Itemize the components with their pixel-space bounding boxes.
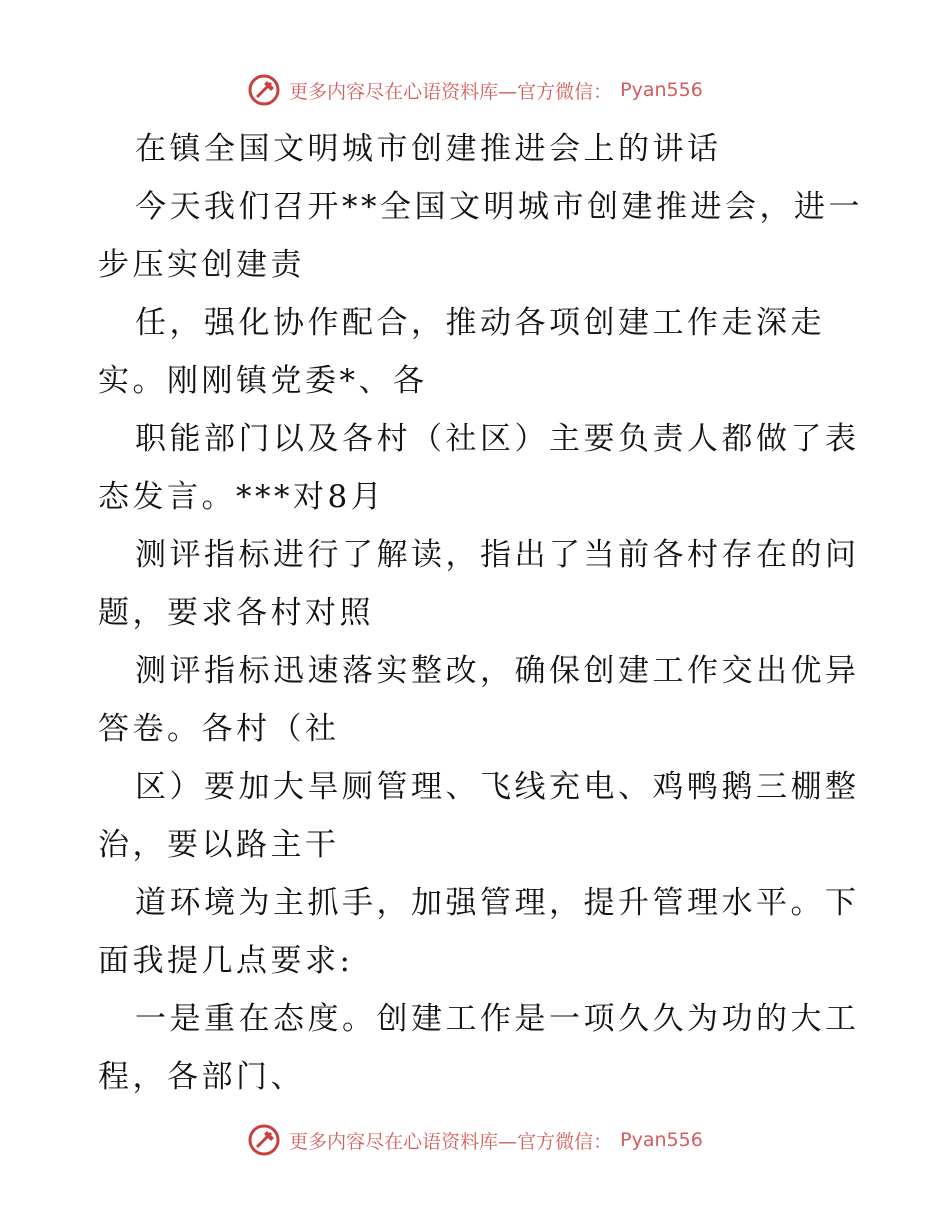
paragraph-line: 题，要求各村对照	[98, 595, 374, 631]
paragraph-line: 区）要加大旱厕管理、飞线充电、鸡鸭鹅三棚整	[135, 769, 860, 805]
watermark-text: 更多内容尽在心语资料库—官方微信：	[289, 1130, 613, 1153]
watermark-account: Pyan556	[620, 79, 703, 101]
logo-icon	[247, 73, 281, 107]
paragraph-line: 今天我们召开**全国文明城市创建推进会，进一	[135, 189, 863, 225]
paragraph-line: 答卷。各村（社	[98, 711, 340, 747]
paragraph-line: 测评指标迅速落实整改，确保创建工作交出优异	[135, 653, 860, 689]
watermark-banner-top	[0, 70, 950, 110]
watermark-banner-bottom	[0, 1120, 950, 1160]
paragraph-line: 程，各部门、	[98, 1059, 305, 1095]
paragraph-line: 实。刚刚镇党委*、各	[98, 363, 428, 399]
paragraph-line: 测评指标进行了解读，指出了当前各村存在的问	[135, 537, 860, 573]
document-body	[98, 120, 863, 1106]
logo-icon	[247, 1123, 281, 1157]
watermark-account: Pyan556	[620, 1129, 703, 1151]
paragraph-line: 道环境为主抓手，加强管理，提升管理水平。下	[135, 885, 860, 921]
paragraph-line: 态发言。***对8月	[98, 479, 386, 515]
paragraph-line: 职能部门以及各村（社区）主要负责人都做了表	[135, 421, 860, 457]
paragraph-line: 面我提几点要求:	[98, 943, 354, 979]
paragraph-line: 一是重在态度。创建工作是一项久久为功的大工	[135, 1001, 860, 1037]
watermark-text: 更多内容尽在心语资料库—官方微信：	[289, 80, 613, 103]
paragraph-line: 任，强化协作配合，推动各项创建工作走深走	[135, 305, 825, 341]
paragraph-line: 步压实创建责	[98, 247, 305, 283]
document-title: 在镇全国文明城市创建推进会上的讲话	[135, 131, 722, 167]
paragraph-line: 治，要以路主干	[98, 827, 340, 863]
